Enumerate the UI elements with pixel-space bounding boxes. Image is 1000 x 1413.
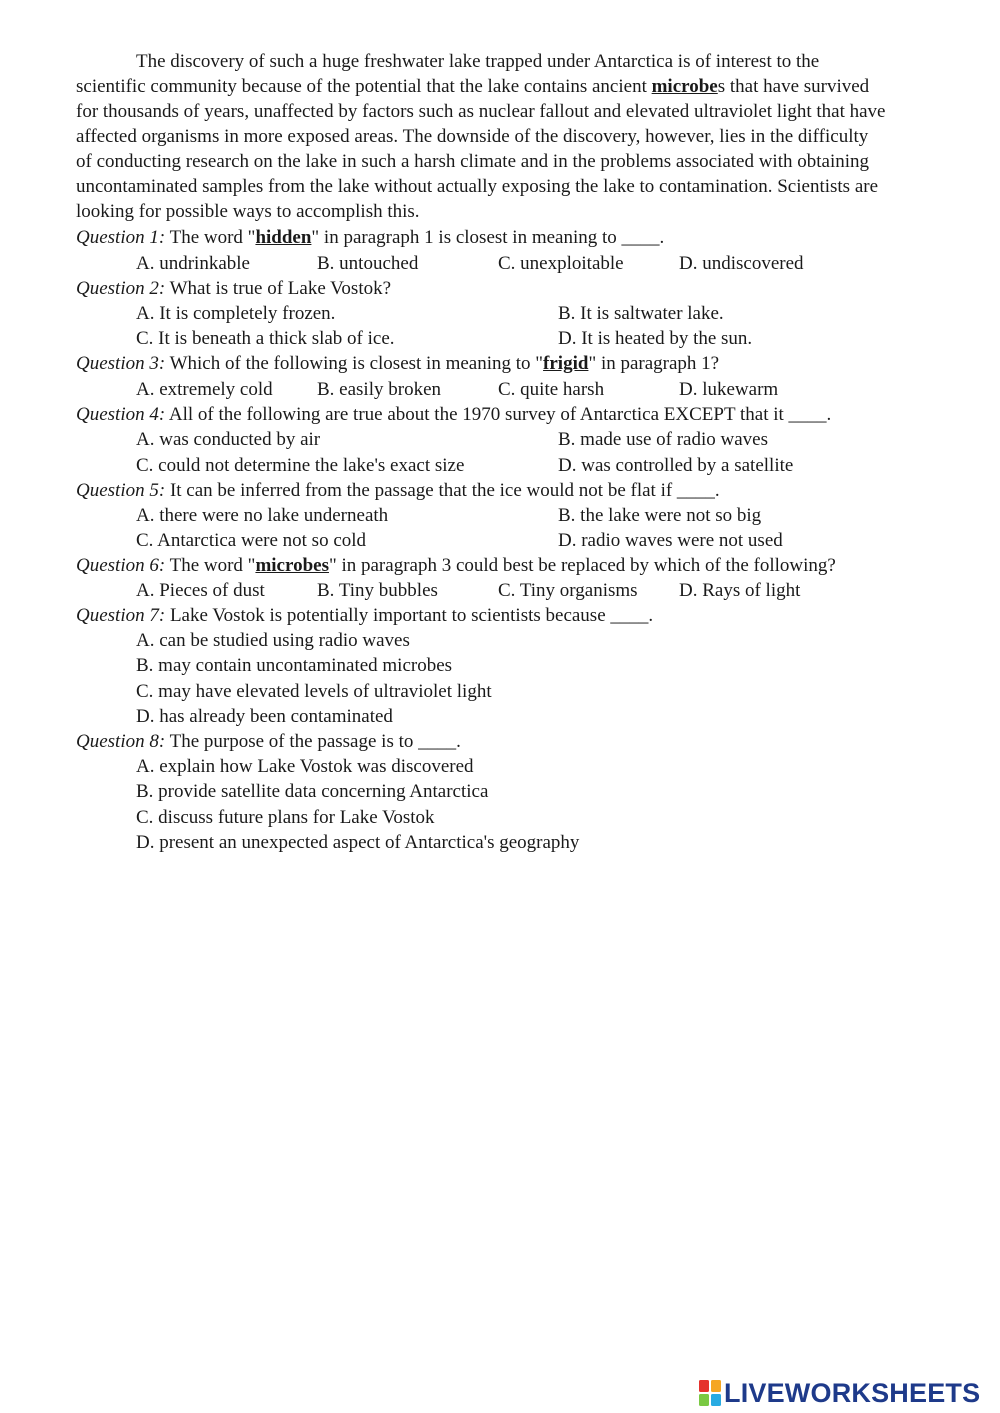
passage-line [76, 74, 869, 99]
question-text: Which of the following is closest in meaning to " [165, 353, 544, 374]
question-text: The word " [165, 555, 256, 576]
question-label: Question 7: [76, 605, 166, 626]
passage-line: The discovery of such a huge freshwater lake trapped under Antarctica is of interest to the [136, 51, 820, 72]
question-6-option-d[interactable]: D. Rays of light [679, 580, 801, 601]
question-1-option-a[interactable]: A. undrinkable [136, 253, 250, 274]
question-3-option-a[interactable]: A. extremely cold [136, 379, 273, 400]
question-label: Question 3: [76, 353, 166, 374]
question-6-prompt [76, 553, 836, 578]
highlighted-word: microbe [651, 76, 718, 97]
question-7-option-d[interactable]: D. has already been contaminated [136, 706, 393, 727]
question-3-option-b[interactable]: B. easily broken [317, 379, 442, 400]
question-6-option-a[interactable]: A. Pieces of dust [136, 580, 265, 601]
question-text: The word " [165, 227, 256, 248]
question-4-prompt [76, 402, 831, 427]
logo-text: LIVEWORKSHEETS [724, 1377, 981, 1408]
question-1-option-c[interactable]: C. unexploitable [498, 253, 624, 274]
question-3-option-c[interactable]: C. quite harsh [498, 379, 605, 400]
passage-line: looking for possible ways to accomplish this. [76, 201, 420, 222]
question-label: Question 6: [76, 555, 166, 576]
question-3-option-d[interactable]: D. lukewarm [679, 379, 779, 400]
passage-text: scientific community because of the potential that the lake contains ancient [76, 76, 652, 97]
question-8-option-c[interactable]: C. discuss future plans for Lake Vostok [136, 807, 435, 828]
question-6-option-c[interactable]: C. Tiny organisms [498, 580, 638, 601]
question-text: " in paragraph 1 is closest in meaning to ____. [311, 227, 665, 248]
question-5-option-a[interactable]: A. there were no lake underneath [136, 505, 389, 526]
question-label: Question 2: [76, 278, 166, 299]
question-5-prompt [76, 478, 720, 503]
question-text: " in paragraph 3 could best be replaced by which of the following? [328, 555, 836, 576]
question-text: What is true of Lake Vostok? [165, 278, 392, 299]
question-4-option-b[interactable]: B. made use of radio waves [558, 429, 768, 450]
question-1-prompt [76, 225, 664, 250]
passage-line: affected organisms in more exposed areas. The downside of the discovery, however, lies in the difficulty [76, 126, 869, 147]
question-8-option-a[interactable]: A. explain how Lake Vostok was discovered [136, 756, 474, 777]
passage-line: for thousands of years, unaffected by factors such as nuclear fallout and elevated ultraviolet light that have [76, 101, 886, 122]
question-4-option-d[interactable]: D. was controlled by a satellite [558, 455, 794, 476]
question-8-prompt [76, 729, 461, 754]
question-text: The purpose of the passage is to ____. [165, 731, 461, 752]
highlighted-word: microbes [255, 555, 329, 576]
question-1-option-d[interactable]: D. undiscovered [679, 253, 804, 274]
question-7-option-b[interactable]: B. may contain uncontaminated microbes [136, 655, 453, 676]
question-8-option-d[interactable]: D. present an unexpected aspect of Antarctica's geography [136, 832, 580, 853]
passage-line: of conducting research on the lake in such a harsh climate and in the problems associated with obtaining [76, 151, 870, 172]
question-6-option-b[interactable]: B. Tiny bubbles [317, 580, 438, 601]
question-text: All of the following are true about the 1970 survey of Antarctica EXCEPT that it ____. [165, 404, 832, 425]
question-2-prompt [76, 276, 391, 301]
question-label: Question 8: [76, 731, 166, 752]
question-5-option-c[interactable]: C. Antarctica were not so cold [136, 530, 367, 551]
question-2-option-d[interactable]: D. It is heated by the sun. [558, 328, 753, 349]
question-5-option-b[interactable]: B. the lake were not so big [558, 505, 762, 526]
question-8-option-b[interactable]: B. provide satellite data concerning Antarctica [136, 781, 489, 802]
question-1-option-b[interactable]: B. untouched [317, 253, 419, 274]
question-5-option-d[interactable]: D. radio waves were not used [558, 530, 783, 551]
question-3-prompt [76, 351, 719, 376]
highlighted-word: frigid [543, 353, 589, 374]
question-2-option-c[interactable]: C. It is beneath a thick slab of ice. [136, 328, 395, 349]
question-2-option-b[interactable]: B. It is saltwater lake. [558, 303, 724, 324]
question-label: Question 1: [76, 227, 166, 248]
liveworksheets-logo[interactable] [699, 1378, 980, 1408]
question-text: Lake Vostok is potentially important to scientists because ____. [165, 605, 654, 626]
liveworksheets-logo-icon [699, 1380, 721, 1406]
highlighted-word: hidden [255, 227, 312, 248]
passage-text: s that have survived [717, 76, 870, 97]
question-4-option-a[interactable]: A. was conducted by air [136, 429, 321, 450]
question-label: Question 4: [76, 404, 166, 425]
question-2-option-a[interactable]: A. It is completely frozen. [136, 303, 336, 324]
question-7-option-a[interactable]: A. can be studied using radio waves [136, 630, 410, 651]
question-text: It can be inferred from the passage that the ice would not be flat if ____. [165, 480, 720, 501]
question-label: Question 5: [76, 480, 166, 501]
passage-line: uncontaminated samples from the lake without actually exposing the lake to contamination. Scientists are [76, 176, 879, 197]
question-7-prompt [76, 603, 653, 628]
question-7-option-c[interactable]: C. may have elevated levels of ultraviolet light [136, 681, 492, 702]
question-text: " in paragraph 1? [588, 353, 720, 374]
question-4-option-c[interactable]: C. could not determine the lake's exact size [136, 455, 465, 476]
